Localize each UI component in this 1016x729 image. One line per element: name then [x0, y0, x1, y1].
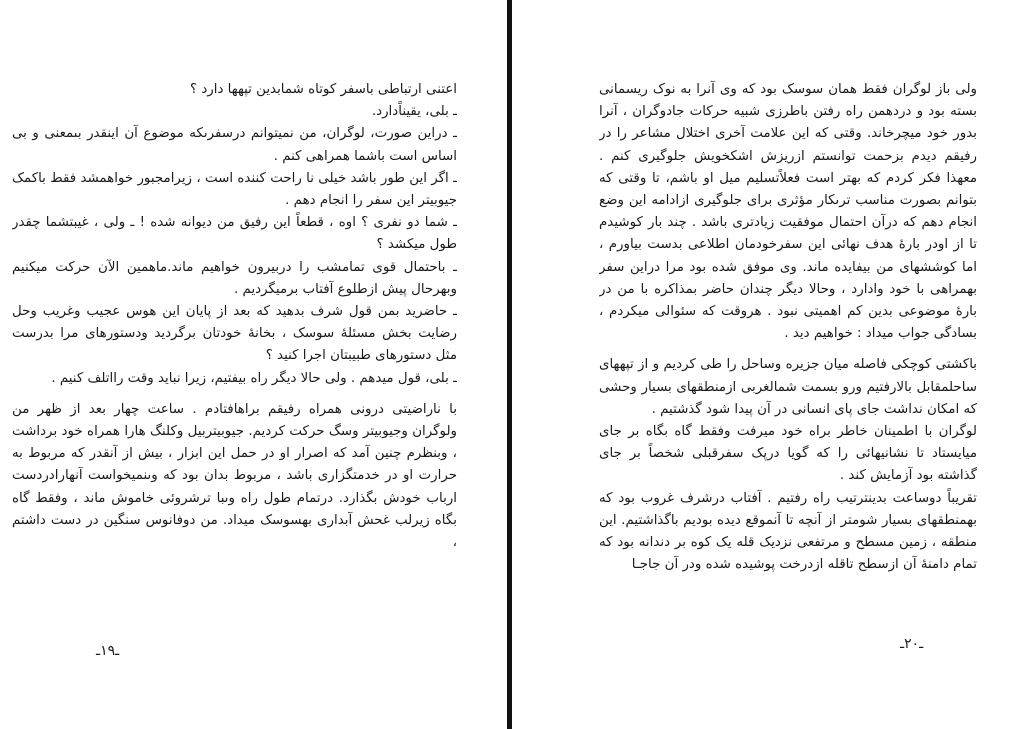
page-number: ـ۱۹ـ — [96, 643, 120, 659]
paragraph: لوگران با اطمینان خاطر براه خود میرفت وفقط گاه بگاه بر جاى میایستاد تا نشانیهائى را که گویا درپک سفرقبلى شخصاً بر جاى گذاشته بود آزمایش کند . — [599, 424, 977, 484]
paragraph: ـ باحتمال قوى تمامشب را دربیرون خواهیم ماند.ماهمین الآن حرکت میکنیم وبهرحال پیش ازطلوع آفتاب برمیگردیم . — [12, 259, 457, 297]
paragraph: ـ حاضرید بمن قول شرف بدهید که بعد از پایان این هوس عجیب وغریب وحل رضایت بخش مسئلهٔ سوسک ، بخانهٔ خودتان برگردید ودستورهاى مرا بدرست مثل دستورهاى طبیبتان اجرا کنید ؟ — [12, 304, 457, 364]
paragraph: ـ اگر این طور باشد خیلى نا راحت کننده است ، زیرامجبور خواهمشد فقط باکمک جیوبیتر این سفر را انجام دهم . — [12, 170, 457, 209]
paragraph: ـ بلى، یقیناًدارد. — [371, 104, 457, 120]
right-page-text — [599, 79, 977, 635]
right-page — [512, 0, 1016, 729]
paragraph: اعتنى ارتباطى باسفر کوتاه شمابدین تپهها دارد ؟ — [189, 82, 457, 97]
left-page-text — [12, 79, 457, 639]
paragraph: ولى باز لوگران فقط همان سوسک بود که وى آنرا به نوک ریسمانى بسته بود و دردهمن راه رفتن باطرزى شبیه حرکات جادوگران ، آنرا بدور خود میچرخاند. وقتى که این علامت آخرى اختلال مشاعر را در رفیقم دیدم بزحمت توانستم ازریزش اشکخویش جلوگیرى کنم . معهذا فکر کردم که بهتر است فعلاًتسلیم میل او باشم، تا وقتى که بتوانم بصورت مناسب ترىکار مؤثرى براى جلوگیرى ازادامه این وضع انجام دهم که درآن احتمال موفقیت زیادترى باشد . چند بار کوشیدم تا از اودر بارهٔ هدف نهائى این سفرخودمان اطلاعى بدست بیاورم ، اما کوششهاى من بیفایده ماند. وى موفق شده بود مرا دراین سفر بهمراهى با خود وادارد ، وحالا دیگر چندان حاضر بمذاکره با من در بارهٔ موضوعى بدین کم اهمیتى نبود . هروقت که سئوالى میکردم ، بسادگى جواب میداد : خواهیم دید . — [599, 82, 977, 342]
paragraph: ـ شما دو نفرى ؟ اوه ، قطعاً این رفیق من دیوانه شده ! ـ ولى ، غیبتشما چقدر طول میکشد ؟ — [12, 215, 457, 253]
paragraph: ـ دراین صورت، لوگران، من نمیتوانم درسفرىکه موضوع آن اینقدر بىمعنى و بى اساس است باشما همراهى کنم . — [12, 126, 457, 164]
left-page — [0, 0, 507, 729]
paragraph: باکشتى کوچکى فاصله میان جزیره وساحل را طى کردیم و از تپههاى ساحلمقابل بالارفتیم ورو بسمت شمالغربى ازمنطقهاى بسیار وحشى که امکان نداشت جاى پاى انسانى در آن پیدا شود گذشتیم . — [599, 357, 977, 417]
page-number: ـ۲۰ـ — [900, 636, 924, 652]
paragraph: تقریباً دوساعت بدینترتیب راه رفتیم . آفتاب درشرف غروب بود که بهمنطقهاى بسیار شومتر از آنچه تا آنموقع دیده بودیم باگذاشتیم. این منطقه ، زمین مسطح و مرتفعى نزدیک قله یک کوه بر دندانه بود که تمام دامنهٔ آن ازسطح تاقله ازدرخت پوشیده شده ودر آن جاجـﺎ — [599, 490, 977, 573]
paragraph: ـ بلى، قول میدهم . ولى حالا دیگر راه بیفتیم، زیرا نباید وقت رااتلف کنیم . — [51, 370, 457, 386]
paragraph: با ناراضیتى درونى همراه رفیقم براهافتادم . ساعت چهار بعد از ظهر من ولوگران وجیوبیتر وسگ حرکت کردیم. جیوبیتربیل وکلنگ هارا همراه خود برداشت ، وبنظرم چنین آمد که اصرار او در حمل این ابزار ، بیش از آنقدر که مربوط به حرارت او در خدمتگزارى باشد ، مربوط بدان بود که وىنمیخواست آنهارادردست ارباب خودش بگذارد. درتمام طول راه وىبا ترشروئى خاموش ماند ، وفقط گاه بگاه زیرلب غحش آبدارى بهسوسک میداد. من دوفانوس سنگین در دست داشتم ، — [12, 401, 457, 551]
